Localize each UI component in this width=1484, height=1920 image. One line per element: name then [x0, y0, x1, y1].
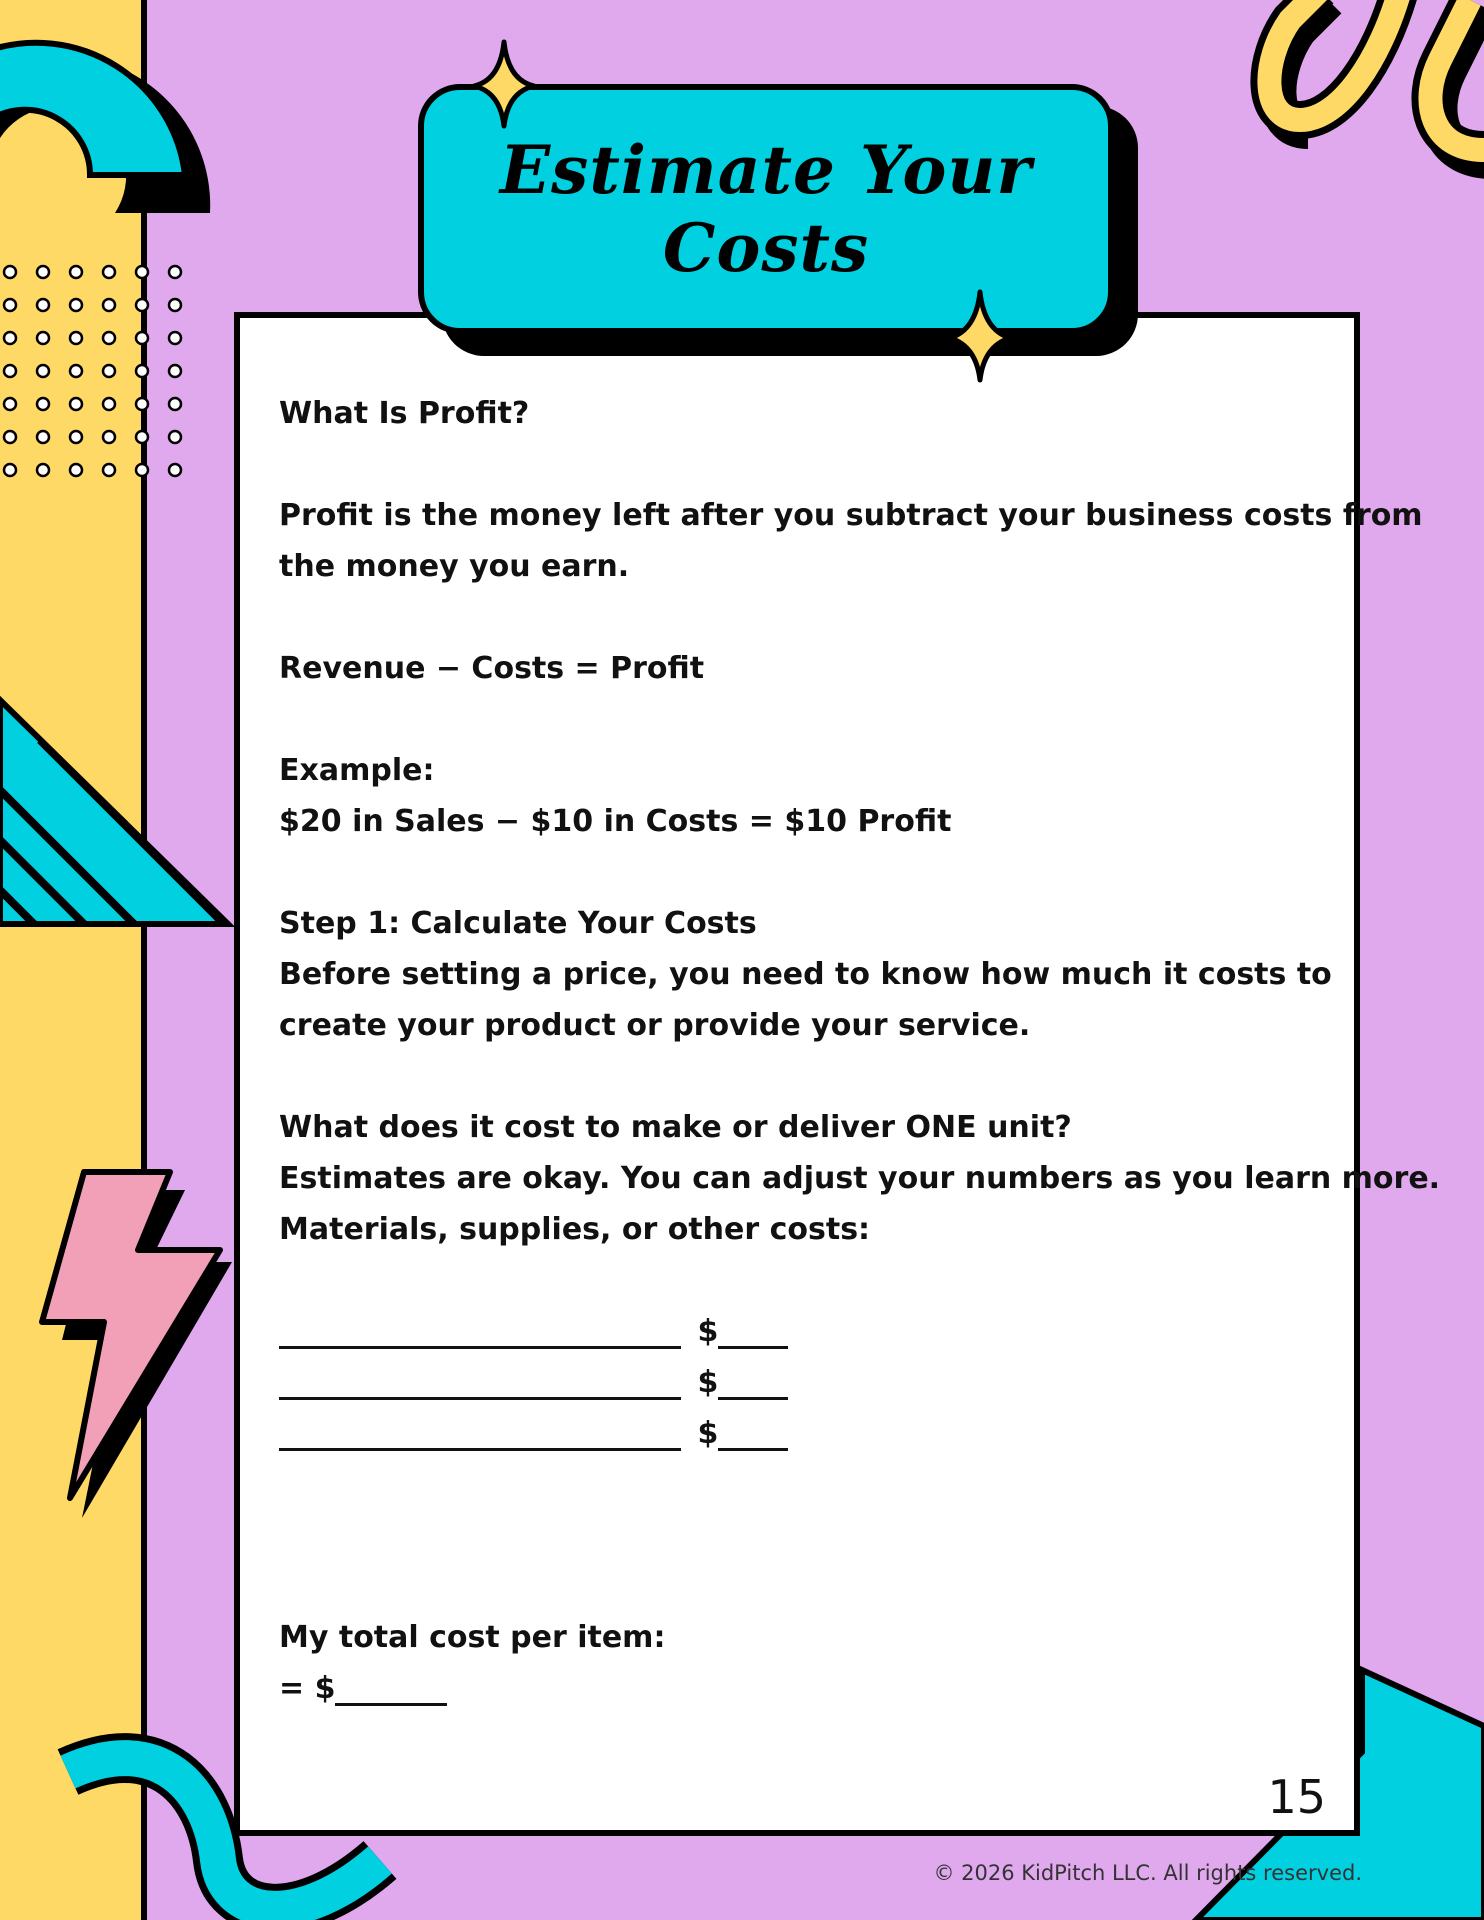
cost-amount-blank[interactable] — [718, 1359, 788, 1400]
dollar-sign: $ — [697, 1365, 719, 1400]
total-cost-label: My total cost per item: — [279, 1620, 666, 1655]
example-text: $20 in Sales − $10 in Costs = $10 Profit — [279, 804, 952, 839]
step1-heading: Step 1: Calculate Your Costs — [279, 906, 757, 941]
page-title: Estimate Your Costs — [499, 131, 1033, 287]
title-banner — [418, 84, 1114, 334]
definition-text: the money you earn. — [279, 549, 630, 584]
total-cost-blank[interactable] — [335, 1665, 447, 1706]
cost-entry-row — [279, 1306, 1319, 1357]
cost-item-blank[interactable] — [279, 1410, 681, 1451]
page-number: 15 — [1267, 1770, 1326, 1824]
profit-formula: Revenue − Costs = Profit — [279, 651, 705, 686]
section-heading: What Is Profit? — [279, 396, 530, 431]
step1-text: create your product or provide your service. — [279, 1008, 1031, 1043]
cost-entry-row — [279, 1408, 1319, 1459]
materials-label: Materials, supplies, or other costs: — [279, 1212, 871, 1247]
yellow-side-strip — [0, 0, 144, 1920]
total-prefix: = $ — [279, 1671, 336, 1706]
cost-item-blank[interactable] — [279, 1308, 681, 1349]
unit-cost-question: What does it cost to make or deliver ONE unit? — [279, 1110, 1072, 1145]
copyright-notice: © 2026 KidPitch LLC. All rights reserved. — [933, 1861, 1362, 1885]
example-label: Example: — [279, 753, 435, 788]
step1-text: Before setting a price, you need to know how much it costs to — [279, 957, 1332, 992]
cost-item-blank[interactable] — [279, 1359, 681, 1400]
cost-amount-blank[interactable] — [718, 1308, 788, 1349]
definition-text: Profit is the money left after you subtract your business costs from — [279, 498, 1423, 533]
cost-amount-blank[interactable] — [718, 1410, 788, 1451]
dollar-sign: $ — [697, 1416, 719, 1451]
yellow-loops — [1269, 0, 1484, 160]
cost-entry-row — [279, 1357, 1319, 1408]
estimate-note: Estimates are okay. You can adjust your numbers as you learn more. — [279, 1161, 1441, 1196]
total-cost-row — [279, 1663, 1319, 1714]
dollar-sign: $ — [697, 1314, 719, 1349]
worksheet-body — [279, 388, 1441, 1714]
